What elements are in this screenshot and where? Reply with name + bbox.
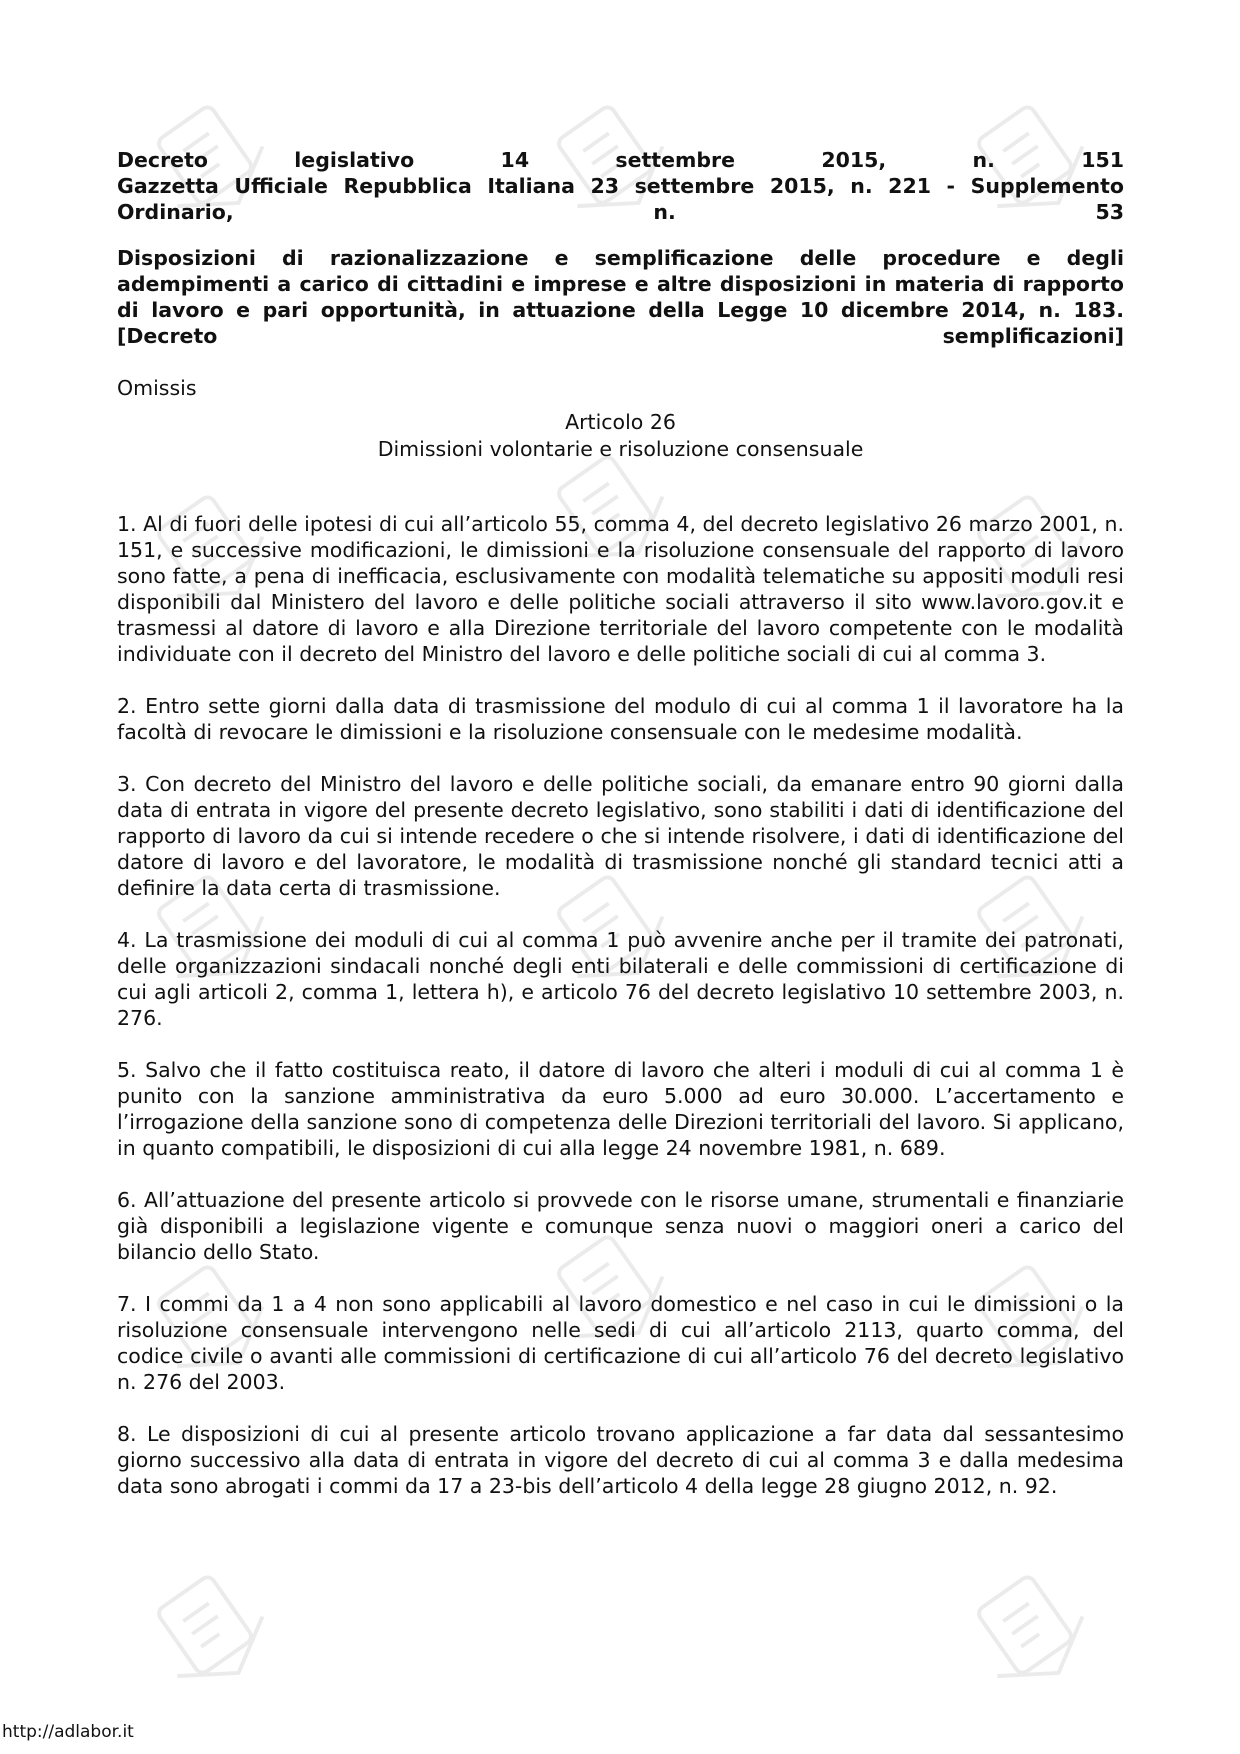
footer-url: http://adlabor.it	[2, 1722, 134, 1742]
article-paragraph: 2. Entro sette giorni dalla data di trasmissione del modulo di cui al comma 1 il lavoratore ha la facoltà di revocare le dimissioni e la risoluzione consensuale con le medesime modalità.	[117, 694, 1124, 744]
decree-title	[117, 245, 1124, 349]
article-paragraph: 7. I commi da 1 a 4 non sono applicabili al lavoro domestico e nel caso in cui le dimissioni o la risoluzione consensuale intervengono nelle sedi di cui all’articolo 2113, quarto comma, del codice civile o avanti alle commissioni di certificazione di cui all’articolo 76 del decreto legislativo n. 276 del 2003.	[117, 1292, 1124, 1394]
omissis-label: Omissis	[117, 376, 197, 400]
article-paragraph: 6. All’attuazione del presente articolo si provvede con le risorse umane, strumentali e finanziarie già disponibili a legislazione vigente e comunque senza nuovi o maggiori oneri a carico del bilancio dello Stato.	[117, 1188, 1124, 1264]
article-paragraph: 4. La trasmissione dei moduli di cui al comma 1 può avvenire anche per il tramite dei patronati, delle organizzazioni sindacali nonché degli enti bilaterali e delle commissioni di certificazione di cui agli articoli 2, comma 1, lettera h), e articolo 76 del decreto legislativo 10 settembre 2003, n. 276.	[117, 928, 1124, 1030]
title-line: adempimenti a carico di cittadini e imprese e altre disposizioni in materia di rapporto	[117, 272, 1124, 296]
article-paragraph: 5. Salvo che il fatto costituisca reato, il datore di lavoro che alteri i moduli di cui al comma 1 è punito con la sanzione amministrativa da euro 5.000 ad euro 30.000. L’accertamento e l’irrogazione della sanzione sono di competenza delle Direzioni territoriali del lavoro. Si applicano, in quanto compatibili, le disposizioni di cui alla legge 24 novembre 1981, n. 689.	[117, 1058, 1124, 1160]
title-line: Disposizioni di razionalizzazione e semplificazione delle procedure e degli	[117, 246, 1124, 270]
article-number: Articolo 26	[565, 410, 676, 434]
article-heading: Dimissioni volontarie e risoluzione consensuale	[377, 437, 864, 461]
document-body	[117, 147, 1124, 1525]
title-line: di lavoro e pari opportunità, in attuazione della Legge 10 dicembre 2014, n. 183.	[117, 298, 1124, 322]
logo-watermark-icon	[960, 1560, 1090, 1690]
article-paragraph: 1. Al di fuori delle ipotesi di cui all’articolo 55, comma 4, del decreto legislativo 26 marzo 2001, n. 151, e successive modificazioni, le dimissioni e la risoluzione consensuale del rapporto di lavoro sono fatte, a pena di inefficacia, esclusivamente con modalità telematiche su appositi moduli resi disponibili dal Ministero del lavoro e delle politiche sociali attraverso il sito www.lavoro.gov.it e trasmessi al datore di lavoro e alla Direzione territoriale del lavoro competente con le modalità individuate con il decreto del Ministro del lavoro e delle politiche sociali di cui al comma 3.	[117, 512, 1124, 666]
article-paragraph: 3. Con decreto del Ministro del lavoro e delle politiche sociali, da emanare entro 90 giorni dalla data di entrata in vigore del presente decreto legislativo, sono stabiliti i dati di identificazione del rapporto di lavoro da cui si intende recedere o che si intende risolvere, i dati di identificazione del datore di lavoro e del lavoratore, le modalità di trasmissione nonché gli standard tecnici atti a definire la data certa di trasmissione.	[117, 772, 1124, 900]
gazette-reference: Gazzetta Ufficiale Repubblica Italiana 23 settembre 2015, n. 221 - Supplemento	[117, 174, 1124, 198]
article-paragraph: 8. Le disposizioni di cui al presente articolo trovano applicazione a far data dal sessantesimo giorno successivo alla data di entrata in vigore del decreto di cui al comma 3 e dalla medesima data sono abrogati i commi da 17 a 23-bis dell’articolo 4 della legge 28 giugno 2012, n. 92.	[117, 1422, 1124, 1498]
supplement-number: Ordinario, n. 53	[117, 200, 1124, 224]
title-line: [Decreto semplificazioni]	[117, 324, 1124, 348]
logo-watermark-icon	[140, 1560, 270, 1690]
publication-header	[117, 147, 1124, 225]
decree-reference: Decreto legislativo 14 settembre 2015, n. 151	[117, 148, 1124, 172]
